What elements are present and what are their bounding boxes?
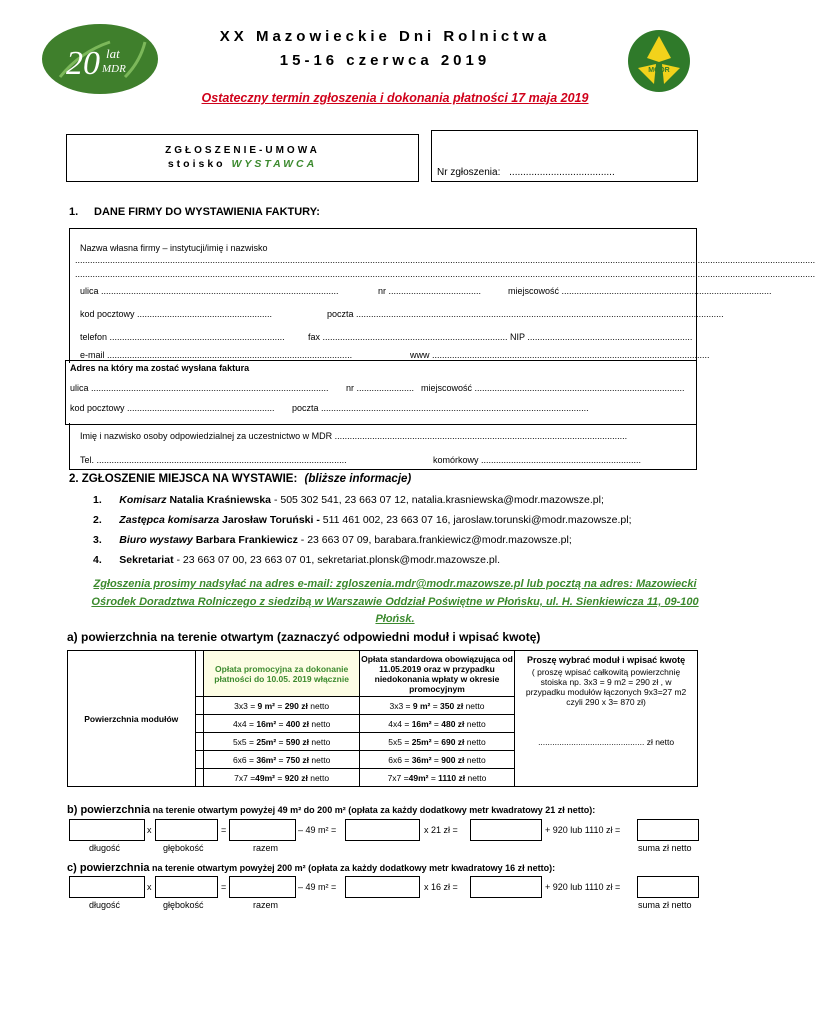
promo-price-2: 400 zł	[285, 718, 310, 729]
number-row[interactable]: nr .....................................	[378, 286, 482, 296]
company-data-box	[69, 228, 815, 363]
amount-choice-note: ( proszę wpisać całkowitą powierzchnię stoiska np. 3x3 = 9 m2 = 290 zł , w przypadku modułów łączonych 9x3=27 m2 czyli 290 x 3= 870 zł)	[525, 667, 687, 707]
std-area-5: 49m²	[408, 772, 429, 783]
module-pricing-table	[67, 650, 698, 787]
c-depth-input[interactable]	[155, 876, 218, 898]
promo-area-5: 49m²	[255, 772, 275, 783]
amount-choice-dots: ............................................. zł netto	[538, 737, 675, 747]
c-total-label: razem	[253, 900, 279, 910]
section-2-note: (bliższe informacje)	[304, 473, 412, 485]
promo-dim-5: 7x7 =	[234, 772, 256, 783]
promo-cell-1[interactable]: 3x3 = 9 m² = 290 zł netto	[204, 697, 359, 715]
module-checkbox-4[interactable]	[195, 751, 204, 769]
street-row[interactable]: ulica ...............................................................................................	[80, 286, 339, 296]
logo-number: 20	[66, 45, 100, 82]
person-mobile-label: komórkowy	[433, 455, 479, 465]
std-price-2: 480 zł	[441, 718, 465, 729]
amount-choice-cell[interactable]	[515, 651, 698, 787]
email-label: e-mail	[80, 350, 105, 360]
nip-label: NIP	[510, 332, 525, 342]
promo-dim-2: 4x4 =	[232, 718, 254, 729]
promo-dim-3: 5x5 =	[232, 736, 254, 747]
std-dim-2: 4x4 =	[388, 718, 410, 729]
promo-netto-2: netto	[311, 718, 331, 729]
form-title: ZGŁOSZENIE-UMOWA	[165, 145, 320, 156]
promo-area-3: 25m²	[256, 736, 277, 747]
responsible-person-row[interactable]: Imię i nazwisko osoby odpowiedzialnej za uczestnictwo w MDR .....................................................................................................................	[80, 431, 628, 441]
std-dim-4: 6x6 =	[388, 754, 410, 765]
form-subtitle-prefix: stoisko	[167, 158, 226, 170]
form-subtitle-highlight: WYSTAWCA	[231, 158, 318, 170]
b-extra-area-input[interactable]	[345, 819, 420, 841]
std-area-3: 25m²	[411, 736, 432, 747]
section-b-prefix: b) powierzchnia	[67, 804, 151, 816]
b-times: x	[147, 825, 152, 835]
send-address-line-1: Zgłoszenia prosimy nadsyłać na adres e-mail: zgloszenia.mdr@modr.mazowsze.pl lub pocztą na adres: Mazowiecki	[93, 578, 697, 590]
c-length-label: długość	[89, 900, 121, 910]
invoice-postal-row[interactable]: kod pocztowy ...........................................................	[70, 403, 275, 413]
b-multiply: x 21 zł =	[424, 825, 458, 835]
b-plus: + 920 lub 1110 zł =	[545, 825, 621, 835]
c-extra-cost-input[interactable]	[470, 876, 542, 898]
contact-4-details: - 23 663 07 00, 23 663 07 01, sekretariat.plonsk@modr.mazowsze.pl.	[173, 554, 501, 566]
contact-2	[93, 514, 632, 526]
promo-price-1: 290 zł	[284, 700, 308, 711]
person-phone-label: Tel.	[80, 455, 95, 465]
send-address-line-2: Ośrodek Doradztwa Rolniczego z siedzibą w Warszawie Oddział Poświętne w Płońsku, ul. H. Sienkiewicza 11, 09-100	[91, 596, 699, 608]
contact-2-name: Jarosław Toruński -	[222, 514, 320, 526]
c-equals: =	[221, 882, 227, 892]
module-checkbox-1[interactable]	[195, 697, 204, 715]
standard-cell-1[interactable]: 3x3 = 9 m² = 350 zł netto	[359, 697, 514, 715]
section-1-heading: DANE FIRMY DO WYSTAWIENIA FAKTURY:	[94, 206, 320, 218]
postal-label: kod pocztowy	[80, 309, 135, 319]
promo-area-4: 36m²	[256, 754, 277, 765]
std-netto-3: netto	[466, 736, 486, 747]
c-sum-input[interactable]	[637, 876, 699, 898]
www-row[interactable]: www ...............................................................................................................	[410, 350, 710, 360]
post-office-label: poczta	[327, 309, 354, 319]
company-name-line-1[interactable]: ........................................................................................................................................................................................................................................................................................................	[75, 255, 815, 265]
city-label: miejscowość	[508, 286, 560, 296]
promo-area-2: 16m²	[256, 718, 277, 729]
c-sum-label: suma zł netto	[638, 900, 692, 910]
b-length-input[interactable]	[69, 819, 145, 841]
invoice-post-office-row[interactable]: poczta ...........................................................................................................	[292, 403, 589, 413]
contact-1-num: 1.	[93, 494, 102, 506]
promo-area-1: 9 m²	[257, 700, 276, 711]
b-total-input[interactable]	[229, 819, 296, 841]
phone-label: telefon	[80, 332, 108, 342]
promo-price-5: 920 zł	[284, 772, 308, 783]
b-equals: =	[221, 825, 227, 835]
standard-header: Opłata standardowa obowiązująca od 11.05.2019 oraz w przypadku niedokonania wpłaty w okresie promocyjnym	[359, 651, 514, 697]
contact-4-num: 4.	[93, 554, 102, 566]
std-netto-1: netto	[465, 700, 485, 711]
invoice-street-label: ulica	[70, 383, 89, 393]
std-netto-2: netto	[466, 718, 486, 729]
standard-cell-3[interactable]: 5x5 = 25m² = 690 zł netto	[359, 733, 514, 751]
std-area-1: 9 m²	[412, 700, 431, 711]
street-label: ulica	[80, 286, 99, 296]
c-times: x	[147, 882, 152, 892]
responsible-person-box	[69, 423, 697, 470]
contact-3-details: - 23 663 07 09, barabara.frankiewicz@modr.mazowsze.pl;	[297, 534, 572, 546]
std-dim-3: 5x5 =	[388, 736, 410, 747]
person-mobile-row[interactable]: komórkowy ................................................................	[433, 455, 642, 465]
application-number-box[interactable]	[431, 130, 698, 182]
promo-cell-2[interactable]: 4x4 = 16m² = 400 zł netto	[204, 715, 359, 733]
invoice-address-box	[65, 360, 697, 425]
send-address-line-3: Płońsk.	[375, 613, 415, 625]
section-c-prefix: c) powierzchnia	[67, 862, 150, 874]
contact-3-name: Barbara Frankiewicz	[195, 534, 298, 546]
postal-row[interactable]: kod pocztowy ......................................................	[80, 309, 273, 319]
promo-dim-1: 3x3 =	[234, 700, 256, 711]
phone-row[interactable]: telefon ......................................................................	[80, 332, 285, 342]
module-checkbox-2[interactable]	[195, 715, 204, 733]
c-length-input[interactable]	[69, 876, 145, 898]
b-sum-label: suma zł netto	[638, 843, 692, 853]
responsible-person-label: Imię i nazwisko osoby odpowiedzialnej za uczestnictwo w MDR	[80, 431, 333, 441]
contact-2-details: 511 461 002, 23 663 07 16, jaroslaw.torunski@modr.mazowsze.pl;	[319, 514, 632, 526]
invoice-city-label: miejscowość	[421, 383, 473, 393]
nip-row[interactable]: NIP ..................................................................	[510, 332, 693, 342]
std-area-2: 16m²	[411, 718, 432, 729]
company-name-line-2[interactable]: ........................................................................................................................................................................................................................................................................................................	[75, 269, 815, 279]
std-price-5: 1110 zł	[438, 772, 466, 783]
contact-2-num: 2.	[93, 514, 102, 526]
c-extra-area-input[interactable]	[345, 876, 420, 898]
std-price-1: 350 zł	[440, 700, 464, 711]
title-line-2: 15-16 czerwca 2019	[279, 52, 491, 69]
section-b-text: na terenie otwartym powyżej 49 m² do 200 m² (opłata za każdy dodatkowy metr kwadratowy 21 zł netto):	[152, 805, 596, 815]
std-area-4: 36m²	[411, 754, 432, 765]
promo-header: Opłata promocyjna za dokonanie płatności do 10.05. 2019 włącznie	[204, 651, 359, 697]
promo-netto-3: netto	[311, 736, 331, 747]
b-depth-label: głębokość	[163, 843, 204, 853]
amount-choice-title: Proszę wybrać moduł i wpisać kwotę	[527, 655, 686, 665]
company-name-label: Nazwa własna firmy – instytucji/imię i nazwisko	[80, 243, 268, 253]
contact-1-details: - 505 302 541, 23 663 07 12, natalia.krasniewska@modr.mazowsze.pl;	[271, 494, 604, 506]
www-label: www	[410, 350, 430, 360]
contact-4-name: Sekretariat	[119, 554, 174, 566]
invoice-number-row[interactable]: nr .......................	[346, 383, 415, 393]
std-dim-1: 3x3 =	[389, 700, 411, 711]
person-phone-row[interactable]: Tel. ....................................................................................................	[80, 455, 347, 465]
contact-1-name: Natalia Kraśniewska	[169, 494, 272, 506]
fax-label: fax	[308, 332, 321, 342]
std-netto-5: netto	[467, 772, 487, 783]
standard-cell-4[interactable]: 6x6 = 36m² = 900 zł netto	[359, 751, 514, 769]
section-c-heading	[67, 862, 555, 874]
c-plus: + 920 lub 1110 zł =	[545, 882, 621, 892]
invoice-street-row[interactable]: ulica ...............................................................................................	[70, 383, 329, 393]
std-dim-5: 7x7 =	[387, 772, 409, 783]
c-total-input[interactable]	[229, 876, 296, 898]
std-price-3: 690 zł	[441, 736, 465, 747]
logo-modr-text: MODR	[648, 67, 670, 74]
invoice-number-label: nr	[346, 383, 355, 393]
section-a-heading: a) powierzchnia na terenie otwartym (zaznaczyć odpowiedni moduł i wpisać kwotę)	[67, 630, 541, 644]
module-area-label: Powierzchnia modułów	[68, 651, 196, 787]
b-sum-input[interactable]	[637, 819, 699, 841]
contact-1-role: Komisarz	[119, 494, 167, 506]
b-depth-input[interactable]	[155, 819, 218, 841]
c-depth-label: głębokość	[163, 900, 204, 910]
form-title-box	[66, 134, 419, 182]
contact-2-role: Zastępca komisarza	[119, 514, 220, 526]
b-total-label: razem	[253, 843, 279, 853]
b-minus: – 49 m² =	[298, 825, 337, 835]
promo-price-4: 750 zł	[285, 754, 310, 765]
application-number-label: Nr zgłoszenia:	[437, 167, 501, 178]
module-checkbox-5[interactable]	[195, 769, 204, 787]
spacer-cell	[195, 651, 204, 697]
module-checkbox-3[interactable]	[195, 733, 204, 751]
contact-3-num: 3.	[93, 534, 102, 546]
promo-netto-1: netto	[310, 700, 330, 711]
b-extra-cost-input[interactable]	[470, 819, 542, 841]
invoice-city-row[interactable]: miejscowość ....................................................................................	[421, 383, 685, 393]
invoice-post-office-label: poczta	[292, 403, 319, 413]
promo-dim-4: 6x6 =	[232, 754, 254, 765]
std-price-4: 900 zł	[441, 754, 465, 765]
fax-row[interactable]: fax ..........................................................................	[308, 332, 508, 342]
c-multiply: x 16 zł =	[424, 882, 458, 892]
standard-cell-5[interactable]: 7x7 =49m² = 1110 zł netto	[359, 769, 514, 787]
std-netto-4: netto	[466, 754, 486, 765]
logo-lat: lat	[106, 46, 120, 61]
promo-price-3: 590 zł	[285, 736, 310, 747]
standard-cell-2[interactable]: 4x4 = 16m² = 480 zł netto	[359, 715, 514, 733]
application-number-dots: ......................................	[509, 167, 615, 178]
b-length-label: długość	[89, 843, 121, 853]
invoice-address-label: Adres na który ma zostać wysłana faktura	[70, 363, 250, 373]
contact-1	[93, 494, 604, 506]
number-label: nr	[378, 286, 387, 296]
section-b-heading	[67, 804, 595, 816]
invoice-postal-label: kod pocztowy	[70, 403, 125, 413]
logo-mdr: MDR	[102, 63, 126, 75]
promo-netto-4: netto	[311, 754, 331, 765]
contact-4	[93, 554, 500, 566]
promo-cell-3[interactable]: 5x5 = 25m² = 590 zł netto	[204, 733, 359, 751]
deadline-notice: Ostateczny termin zgłoszenia i dokonania płatności 17 maja 2019	[201, 91, 589, 105]
email-row[interactable]: e-mail ..................................................................................................	[80, 350, 353, 360]
section-2-heading: 2. ZGŁOSZENIE MIEJSCA NA WYSTAWIE:	[69, 473, 298, 485]
promo-netto-5: netto	[310, 772, 330, 783]
contact-3	[93, 534, 572, 546]
city-row[interactable]: miejscowość ....................................................................................	[508, 286, 772, 296]
contact-3-role: Biuro wystawy	[119, 534, 193, 546]
section-1-number: 1.	[69, 206, 79, 218]
post-office-row[interactable]: poczta ...................................................................................................................................................	[327, 309, 724, 319]
c-minus: – 49 m² =	[298, 882, 337, 892]
section-c-text: na terenie otwartym powyżej 200 m² (opłata za każdy dodatkowy metr kwadratowy 16 zł netto):	[152, 863, 556, 873]
title-line-1: XX Mazowieckie Dni Rolnictwa	[219, 28, 551, 45]
promo-cell-5[interactable]: 7x7 =49m² = 920 zł netto	[204, 769, 359, 787]
promo-cell-4[interactable]: 6x6 = 36m² = 750 zł netto	[204, 751, 359, 769]
